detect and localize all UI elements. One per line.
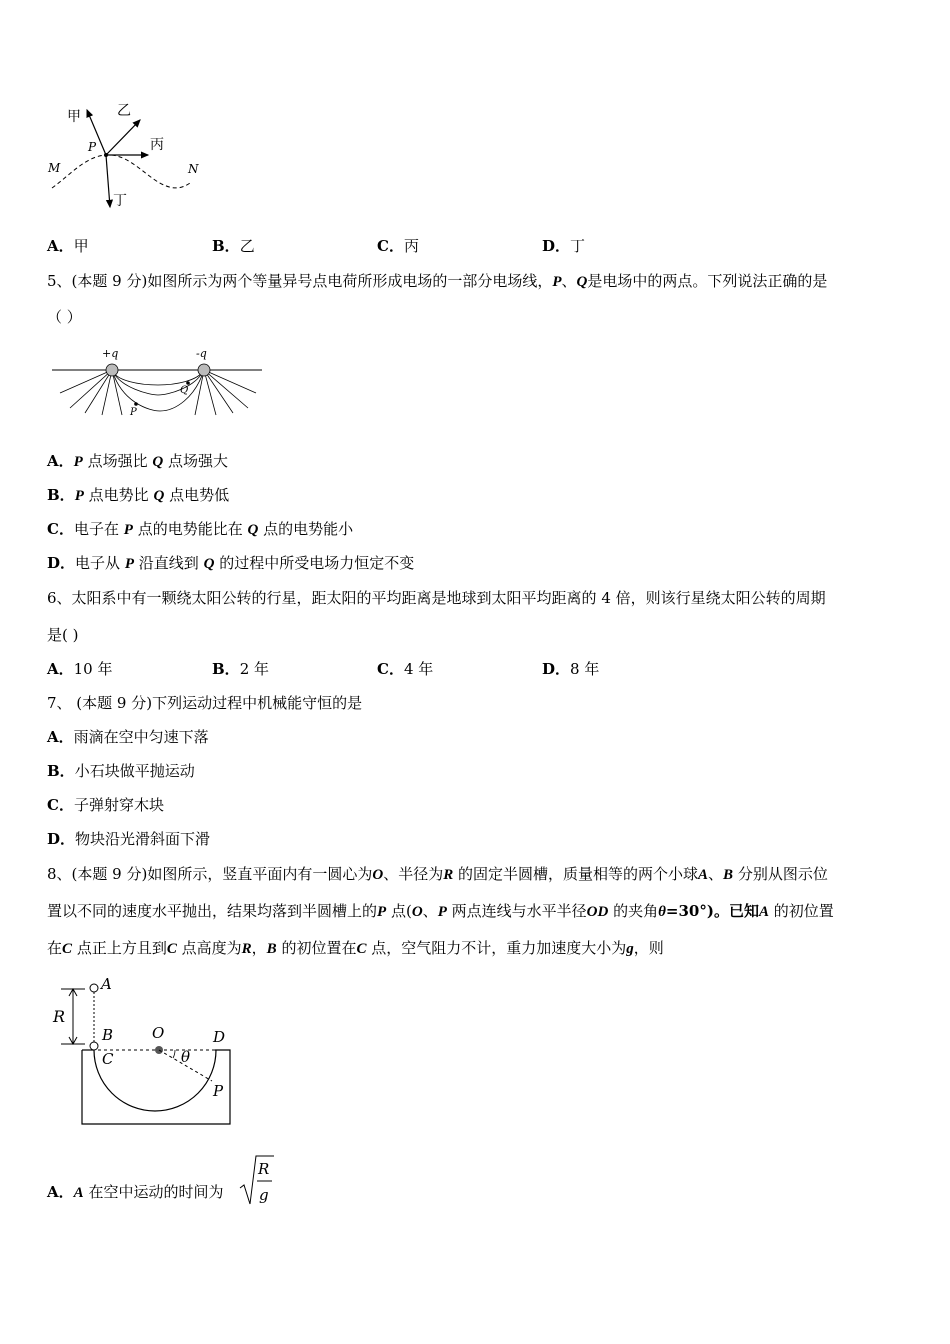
label-p: P [88,140,97,154]
q6-option-b[interactable]: B．2 年 [212,660,269,678]
q7-option-d[interactable]: D．物块沿光滑斜面下滑 [47,830,211,848]
label-theta: θ [181,1048,191,1066]
q5-option-c[interactable]: C．电子在 P 点的电势能比在 Q 点的电势能小 [47,520,354,538]
q4-option-b[interactable]: B．乙 [212,237,255,255]
field-lines-figure [50,343,265,418]
q6-option-a[interactable]: A．10 年 [47,660,113,678]
label-yi: 乙 [117,103,131,119]
q6-option-d[interactable]: D．8 年 [542,660,600,678]
label-o: O [152,1024,165,1042]
label-d: D [213,1028,226,1046]
q5-option-b[interactable]: B．P 点电势比 Q 点电势低 [47,486,230,504]
label-q: Q [180,385,189,396]
sqrt-numerator: R [258,1160,270,1178]
q7-option-c[interactable]: C．子弹射穿木块 [47,796,164,814]
label-p: P [130,407,137,418]
label-b: B [102,1026,114,1044]
q5-paren: （ ） [47,308,82,326]
label-p: P [213,1082,224,1100]
q7-option-b[interactable]: B．小石块做平抛运动 [47,762,195,780]
label-r: R [53,1007,66,1026]
semicircle-groove-figure [45,972,240,1130]
q7-option-a[interactable]: A．雨滴在空中匀速下落 [47,728,209,746]
q4-option-a[interactable]: A．甲 [47,237,89,255]
q5-stem: 5、(本题 9 分)如图所示为两个等量异号点电荷所形成电场的一部分电场线，P、Q是电场中的两点。下列说法正确的是 [47,272,828,290]
label-minus-q: -q [196,347,207,360]
sqrt-r-over-g [238,1152,278,1210]
label-bing: 丙 [150,137,164,153]
q6-option-c[interactable]: C．4 年 [377,660,434,678]
q8-stem-line2: 置以不同的速度水平抛出，结果均落到半圆槽上的P 点(O、P 两点连线与水平半径OD 的夹角θ=30°)。已知A 的初位置 [47,902,834,920]
q5-option-d[interactable]: D．电子从 P 沿直线到 Q 的过程中所受电场力恒定不变 [47,554,415,572]
q4-option-c[interactable]: C．丙 [377,237,419,255]
q6-stem: 6、太阳系中有一颗绕太阳公转的行星，距太阳的平均距离是地球到太阳平均距离的 4 倍，则该行星绕太阳公转的周期 [47,589,826,607]
label-jia: 甲 [67,109,81,125]
label-n: N [188,162,199,176]
q5-option-a[interactable]: A．P 点场强比 Q 点场强大 [47,452,229,470]
label-ding: 丁 [113,193,127,209]
q7-stem: 7、 (本题 9 分)下列运动过程中机械能守恒的是 [47,694,363,712]
sqrt-denominator: g [259,1186,269,1204]
q4-option-d[interactable]: D．丁 [542,237,586,255]
trajectory-figure [40,95,220,215]
q8-option-a[interactable]: A．A 在空中运动的时间为 [47,1183,224,1201]
label-m: M [48,161,61,175]
label-a: A [101,975,112,993]
label-plus-q: +q [102,347,119,360]
q8-stem-line3: 在C 点正上方且到C 点高度为R，B 的初位置在C 点，空气阻力不计，重力加速度大小为g，则 [47,939,664,957]
q6-stem-cont: 是( ) [47,626,79,644]
q8-stem-line1: 8、(本题 9 分)如图所示，竖直平面内有一圆心为O、半径为R 的固定半圆槽，质量相等的两个小球A、B 分别从图示位 [47,865,828,883]
label-c: C [102,1050,114,1068]
